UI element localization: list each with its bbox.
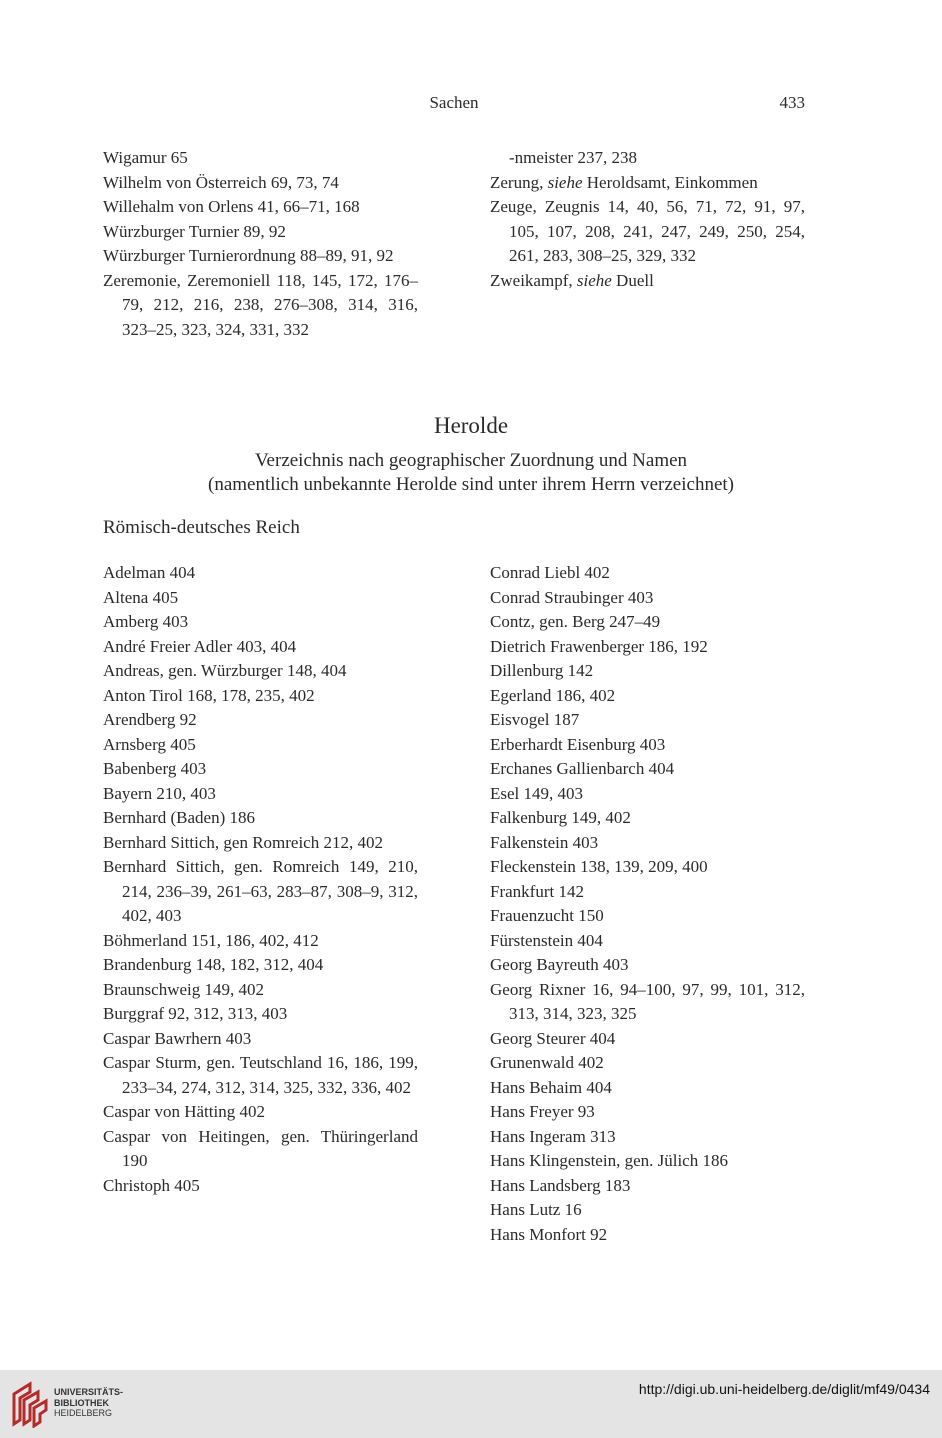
index-entry: Bernhard Sittich, gen Romreich 212, 402 xyxy=(103,832,383,852)
library-name: UNIVERSITÄTS- BIBLIOTHEK HEIDELBERG xyxy=(54,1387,124,1418)
index-entry: Falkenstein 403 xyxy=(490,832,599,852)
index-entry: Zeremonie, Zeremoniell 118, 145, 172, 176–79, 212, 216, 238, 276–308, 314, 316, 323–25, 323, 324, 331, 332 xyxy=(103,270,418,339)
index-entry: Dillenburg 142 xyxy=(490,661,594,680)
herolde-right-column xyxy=(490,561,805,1247)
index-entry: Braunschweig 149, 402 xyxy=(103,979,265,999)
index-entry: Christoph 405 xyxy=(103,1175,200,1195)
index-entry: Wigamur 65 xyxy=(103,148,188,167)
index-entry: Zerung, siehe Heroldsamt, Einkommen xyxy=(490,172,758,192)
index-entry: Bernhard (Baden) 186 xyxy=(103,808,256,827)
top-left-index-column xyxy=(103,146,418,342)
region-heading: Römisch-deutsches Reich xyxy=(103,517,300,538)
index-entry: Arendberg 92 xyxy=(103,710,197,729)
herolde-left-column xyxy=(103,561,418,1198)
index-entry: Würzburger Turnier 89, 92 xyxy=(103,221,286,241)
index-entry: Conrad Liebl 402 xyxy=(490,563,610,582)
index-entry: Brandenburg 148, 182, 312, 404 xyxy=(103,955,324,974)
index-entry: Bernhard Sittich, gen. Romreich 149, 210, 214, 236–39, 261–63, 283–87, 308–9, 312, 402, 403 xyxy=(103,857,418,925)
index-entry: Georg Rixner 16, 94–100, 97, 99, 101, 312, 313, 314, 323, 325 xyxy=(490,979,805,1023)
section-title: Herolde xyxy=(433,413,509,438)
index-entry: Caspar Bawrhern 403 xyxy=(103,1028,252,1048)
index-entry: Hans Klingenstein, gen. Jülich 186 xyxy=(490,1151,728,1170)
index-entry: Hans Lutz 16 xyxy=(490,1200,582,1219)
index-entry: Würzburger Turnierordnung 88–89, 91, 92 xyxy=(103,246,394,265)
index-entry: Bayern 210, 403 xyxy=(103,783,216,803)
library-logo-icon xyxy=(10,1380,50,1428)
index-entry: Hans Freyer 93 xyxy=(490,1102,595,1121)
index-entry: Zweikampf, siehe Duell xyxy=(490,270,654,290)
index-entry: André Freier Adler 403, 404 xyxy=(103,636,297,656)
index-entry: Wilhelm von Österreich 69, 73, 74 xyxy=(103,172,339,192)
index-entry: Frauenzucht 150 xyxy=(490,906,604,925)
index-entry: Böhmerland 151, 186, 402, 412 xyxy=(103,930,319,950)
index-entry-continuation: -nmeister 237, 238 xyxy=(509,148,637,167)
index-entry: Conrad Straubinger 403 xyxy=(490,587,654,607)
index-entry: Andreas, gen. Würzburger 148, 404 xyxy=(103,661,347,680)
index-entry: Eisvogel 187 xyxy=(490,710,580,729)
index-entry: Arnsberg 405 xyxy=(103,734,196,754)
index-entry: Burggraf 92, 312, 313, 403 xyxy=(103,1004,288,1023)
index-entry: Contz, gen. Berg 247–49 xyxy=(490,612,661,631)
index-entry: Frankfurt 142 xyxy=(490,881,584,901)
running-head xyxy=(103,93,805,117)
index-entry: Zeuge, Zeugnis 14, 40, 56, 71, 72, 91, 97, 105, 107, 208, 241, 247, 249, 250, 254, 261, 283, 308–25, 329, 332 xyxy=(490,197,805,265)
index-entry: Caspar von Hätting 402 xyxy=(103,1102,265,1121)
index-entry: Georg Bayreuth 403 xyxy=(490,955,629,974)
page-number: 433 xyxy=(779,93,805,112)
permalink-url[interactable]: http://digi.ub.uni-heidelberg.de/diglit/mf49/0434 xyxy=(638,1381,930,1397)
index-entry: Erberhardt Eisenburg 403 xyxy=(490,734,666,754)
index-entry: Fleckenstein 138, 139, 209, 400 xyxy=(490,857,708,876)
viewer-footer-bar xyxy=(0,1370,942,1438)
index-entry: Amberg 403 xyxy=(103,612,189,631)
top-right-index-column xyxy=(490,146,805,293)
index-entry: Georg Steurer 404 xyxy=(490,1028,616,1048)
index-entry: Babenberg 403 xyxy=(103,759,207,778)
index-entry: Erchanes Gallienbarch 404 xyxy=(490,759,675,778)
index-entry: Hans Landsberg 183 xyxy=(490,1175,631,1195)
index-entry: Caspar von Heitingen, gen. Thüringerland 190 xyxy=(103,1126,418,1170)
index-entry: Hans Monfort 92 xyxy=(490,1224,608,1244)
index-entry: Adelman 404 xyxy=(103,563,196,582)
index-entry: Grunenwald 402 xyxy=(490,1053,604,1072)
index-entry: Falkenburg 149, 402 xyxy=(490,808,631,827)
section-subtitle: Verzeichnis nach geographischer Zuordnung und Namen xyxy=(254,450,688,471)
index-entry: Dietrich Frawenberger 186, 192 xyxy=(490,636,708,656)
index-entry: Caspar Sturm, gen. Teutschland 16, 186, 199, 233–34, 274, 312, 314, 325, 332, 336, 402 xyxy=(103,1053,418,1097)
index-entry: Anton Tirol 168, 178, 235, 402 xyxy=(103,685,315,705)
index-entry: Hans Behaim 404 xyxy=(490,1077,612,1097)
index-entry: Hans Ingeram 313 xyxy=(490,1126,616,1146)
index-entry: Willehalm von Orlens 41, 66–71, 168 xyxy=(103,197,360,216)
index-entry: Altena 405 xyxy=(103,587,179,607)
running-head-title: Sachen xyxy=(429,93,479,112)
index-entry: Fürstenstein 404 xyxy=(490,930,603,950)
index-entry: Esel 149, 403 xyxy=(490,783,584,803)
index-entry: Egerland 186, 402 xyxy=(490,685,616,705)
section-subtitle-note: (namentlich unbekannte Herolde sind unter ihrem Herrn verzeichnet) xyxy=(208,474,734,495)
